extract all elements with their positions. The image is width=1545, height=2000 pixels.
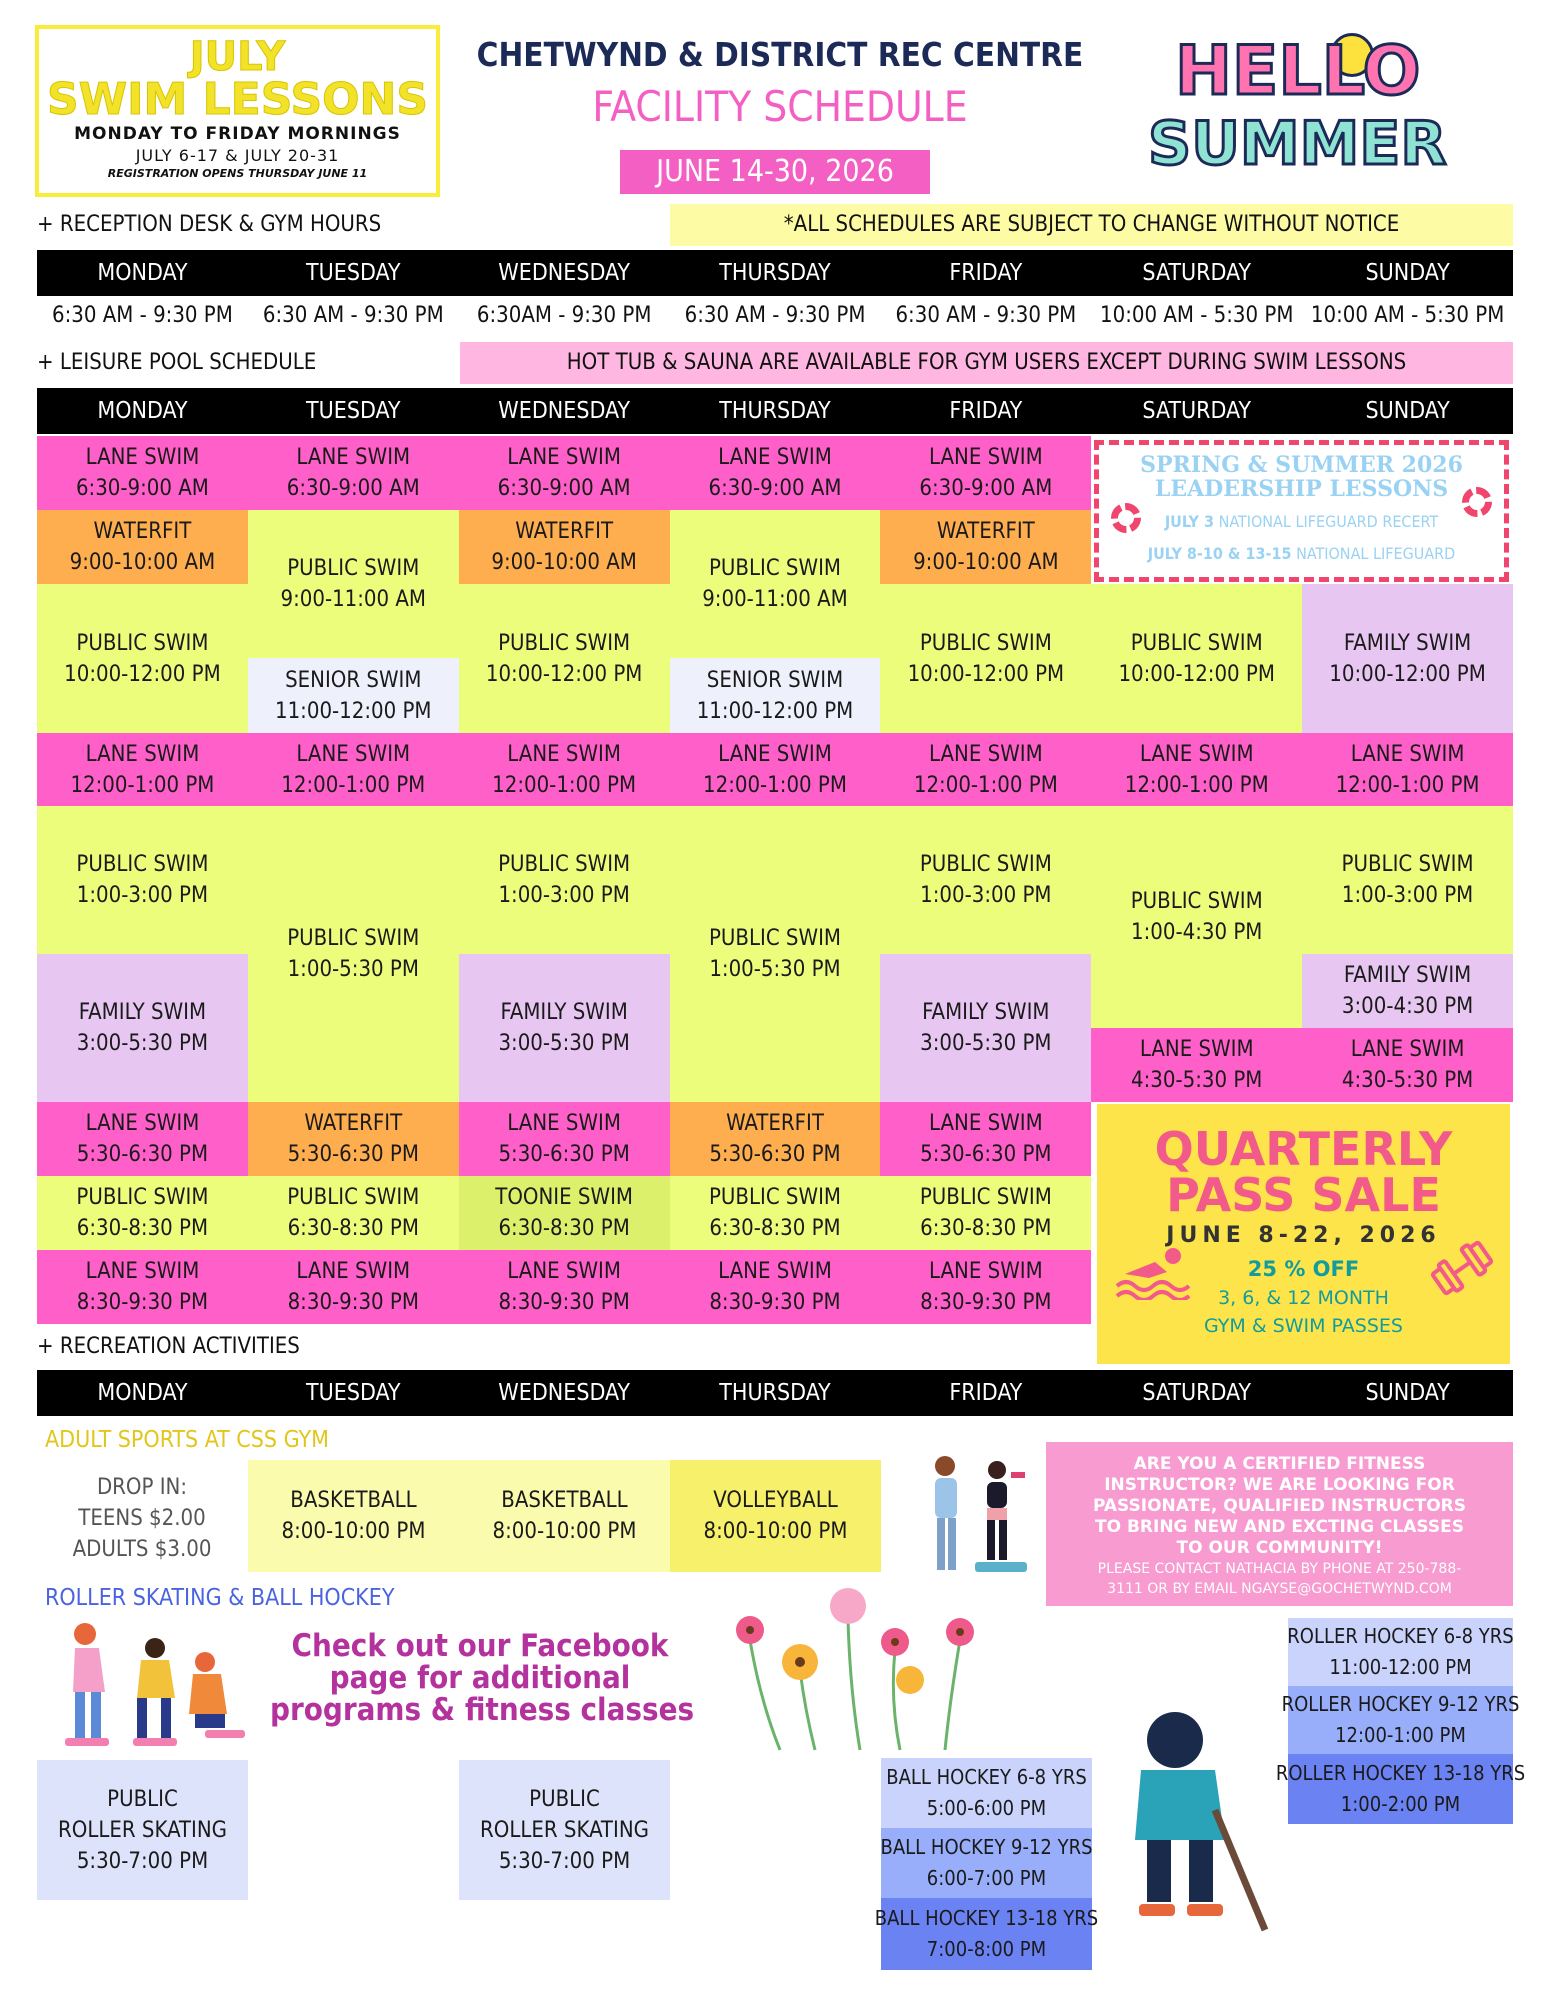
leadership-line1-date: JULY 3: [1164, 512, 1214, 531]
pool-block-time: 12:00-1:00 PM: [70, 772, 215, 798]
swim-box-title-july: JULY: [189, 34, 286, 80]
pool-block-name: FAMILY SWIM: [500, 1000, 628, 1025]
basketball-monday: [248, 1460, 459, 1572]
pool-block-time: 11:00-12:00 PM: [275, 698, 432, 724]
pool-block-family-swim: [1302, 954, 1513, 1028]
pool-block-time: 11:00-12:00 PM: [696, 698, 854, 724]
pool-block-lane-swim: [1302, 733, 1513, 806]
leadership-line1-text: NATIONAL LIFEGUARD RECERT: [1218, 512, 1439, 531]
drop-in-adults: ADULTS $3.00: [72, 1536, 212, 1562]
drop-in-label: DROP IN:: [96, 1474, 188, 1500]
pool-block-time: 5:30-6:30 PM: [498, 1142, 630, 1167]
instructor-line: INSTRUCTOR? WE ARE LOOKING FOR: [1104, 1475, 1455, 1495]
org-name: CHETWYND & DISTRICT REC CENTRE: [476, 35, 1084, 74]
pool-block-name: TOONIE SWIM: [495, 1185, 633, 1210]
activity-name: BALL HOCKEY 13-18 YRS: [874, 1906, 1099, 1930]
pool-block-name: SENIOR SWIM: [706, 667, 844, 693]
pool-block-time: 4:30-5:30 PM: [1131, 1068, 1263, 1093]
day-friday: FRIDAY: [949, 398, 1023, 424]
pool-block-time: 12:00-1:00 PM: [1335, 772, 1480, 798]
hockey-player-illustration: [1095, 1700, 1285, 1940]
pool-block-name: PUBLIC SWIM: [498, 852, 631, 877]
pool-block-name: LANE SWIM: [507, 741, 621, 767]
day-thursday: THURSDAY: [719, 398, 831, 424]
pool-block-lane-swim: [37, 733, 248, 806]
summer-text: SUMMER: [1148, 109, 1447, 179]
pool-block-lane-swim: [37, 1102, 248, 1176]
pool-block-name: WATERFIT: [93, 519, 192, 544]
activity-name: VOLLEYBALL: [713, 1488, 838, 1513]
day-monday: MONDAY: [97, 1380, 188, 1406]
pool-block-toonie-swim: [459, 1176, 670, 1250]
drop-in-prices: [37, 1468, 247, 1568]
pool-block-lane-swim: [459, 1250, 670, 1324]
pool-block-time: 5:30-6:30 PM: [709, 1142, 841, 1167]
pool-block-public-swim: [1091, 806, 1302, 1028]
pool-block-name: LANE SWIM: [1139, 741, 1254, 767]
pool-block-name: PUBLIC SWIM: [287, 926, 420, 951]
pool-block-time: 10:00-12:00 PM: [64, 661, 221, 687]
day-monday: MONDAY: [97, 260, 188, 286]
activity-time: 8:00-10:00 PM: [281, 1519, 426, 1544]
activity-time: 5:30-7:00 PM: [498, 1848, 631, 1874]
pool-block-family-swim: [1302, 584, 1513, 733]
day-thursday: THURSDAY: [719, 1380, 831, 1406]
pool-block-waterfit: [670, 1102, 881, 1176]
pool-block-family-swim: [880, 954, 1091, 1102]
instructor-contact: PLEASE CONTACT NATHACIA BY PHONE AT 250-788-: [1097, 1561, 1462, 1577]
pool-block-public-swim: [880, 806, 1091, 954]
pool-block-name: PUBLIC SWIM: [498, 630, 631, 656]
activity-name: PUBLIC: [107, 1786, 178, 1812]
pool-block-public-swim: [1302, 806, 1513, 954]
pool-block-name: PUBLIC SWIM: [708, 556, 841, 581]
pool-block-public-swim: [670, 806, 881, 1102]
pool-block-time: 8:30-9:30 PM: [76, 1290, 209, 1315]
pool-block-time: 9:00-10:00 AM: [913, 550, 1059, 575]
schedule-notice: *ALL SCHEDULES ARE SUBJECT TO CHANGE WITHOUT NOTICE: [670, 204, 1513, 246]
flowers-illustration: [720, 1580, 1000, 1755]
pool-block-lane-swim: [880, 1102, 1091, 1176]
pool-block-time: 9:00-11:00 AM: [702, 587, 848, 612]
pool-block-time: 12:00-1:00 PM: [281, 772, 426, 798]
day-saturday: SATURDAY: [1142, 260, 1252, 286]
pool-block-name: LANE SWIM: [296, 1259, 411, 1284]
pool-block-time: 6:30-9:00 AM: [708, 476, 842, 501]
pool-block-time: 4:30-5:30 PM: [1341, 1068, 1474, 1093]
activity-name: BALL HOCKEY 6-8 YRS: [886, 1765, 1087, 1789]
pool-block-public-swim: [248, 510, 459, 658]
pool-block-name: LANE SWIM: [507, 445, 621, 470]
hours-monday: 6:30 AM - 9:30 PM: [52, 303, 233, 328]
pool-block-name: LANE SWIM: [928, 1259, 1043, 1284]
pool-block-public-swim: [670, 510, 881, 658]
pool-block-time: 1:00-5:30 PM: [287, 957, 419, 982]
pool-block-name: SENIOR SWIM: [285, 667, 422, 693]
day-tuesday: TUESDAY: [306, 260, 401, 286]
pool-block-public-swim: [37, 1176, 248, 1250]
pool-block-lane-swim: [248, 733, 459, 806]
pool-block-time: 1:00-3:00 PM: [920, 883, 1052, 908]
activity-name: ROLLER SKATING: [58, 1817, 227, 1843]
pool-block-name: FAMILY SWIM: [78, 1000, 207, 1025]
pool-block-name: FAMILY SWIM: [1343, 963, 1472, 988]
pool-block-time: 6:30-8:30 PM: [920, 1216, 1052, 1241]
day-sunday: SUNDAY: [1365, 1380, 1450, 1406]
activity-time: 6:00-7:00 PM: [926, 1866, 1047, 1890]
pool-label: + LEISURE POOL SCHEDULE: [37, 350, 317, 375]
lifebuoy-icon: [1462, 487, 1492, 517]
pool-block-name: WATERFIT: [515, 519, 614, 544]
pool-block-time: 10:00-12:00 PM: [907, 661, 1065, 687]
activity-time: 12:00-1:00 PM: [1335, 1723, 1466, 1747]
day-wednesday: WEDNESDAY: [498, 398, 630, 424]
pool-block-time: 8:30-9:30 PM: [920, 1290, 1052, 1315]
pool-block-waterfit: [37, 510, 248, 584]
leadership-lessons-box: [1094, 440, 1509, 582]
activity-time: 5:30-7:00 PM: [76, 1848, 209, 1874]
pool-block-name: LANE SWIM: [718, 1259, 832, 1284]
day-friday: FRIDAY: [949, 260, 1023, 286]
pool-block-time: 5:30-6:30 PM: [287, 1142, 419, 1167]
instructor-wanted-box: [1046, 1442, 1513, 1606]
pool-block-name: LANE SWIM: [718, 445, 832, 470]
pool-block-lane-swim: [670, 1250, 881, 1324]
activity-time: 1:00-2:00 PM: [1340, 1792, 1461, 1816]
recreation-days-bar: [37, 1370, 1513, 1416]
leadership-line2: [1099, 543, 1504, 565]
pool-block-family-swim: [37, 954, 248, 1102]
day-monday: MONDAY: [97, 398, 188, 424]
pool-block-time: 1:00-3:00 PM: [1341, 883, 1474, 908]
pool-block-public-swim: [248, 1176, 459, 1250]
day-tuesday: TUESDAY: [306, 1380, 401, 1406]
pool-block-name: PUBLIC SWIM: [919, 852, 1052, 877]
adult-sports-title: ADULT SPORTS AT CSS GYM: [45, 1427, 329, 1453]
activity-name: ROLLER HOCKEY 9-12 YRS: [1281, 1692, 1520, 1716]
pool-block-lane-swim: [670, 436, 881, 510]
pool-block-time: 12:00-1:00 PM: [703, 772, 847, 798]
swim-box-line3: REGISTRATION OPENS THURSDAY JUNE 11: [107, 167, 368, 180]
pool-block-lane-swim: [37, 1250, 248, 1324]
pool-block-time: 6:30-8:30 PM: [76, 1216, 209, 1241]
day-saturday: SATURDAY: [1142, 398, 1252, 424]
activity-time: 5:00-6:00 PM: [926, 1796, 1047, 1820]
roller-hockey-9-12: [1281, 1686, 1520, 1754]
leadership-line2-date: JULY 8-10 & 13-15: [1147, 544, 1292, 563]
instructor-line: TO OUR COMMUNITY!: [1176, 1538, 1383, 1558]
pool-block-time: 10:00-12:00 PM: [1118, 661, 1275, 687]
day-thursday: THURSDAY: [719, 260, 831, 286]
pool-block-name: LANE SWIM: [718, 741, 832, 767]
pool-block-time: 1:00-3:00 PM: [498, 883, 630, 908]
day-sunday: SUNDAY: [1365, 260, 1450, 286]
hot-tub-notice: HOT TUB & SAUNA ARE AVAILABLE FOR GYM USERS EXCEPT DURING SWIM LESSONS: [460, 342, 1513, 384]
pool-block-time: 6:30-9:00 AM: [286, 476, 420, 501]
pool-block-name: PUBLIC SWIM: [1130, 889, 1263, 914]
drop-in-teens: TEENS $2.00: [78, 1505, 206, 1531]
pool-block-name: LANE SWIM: [928, 445, 1043, 470]
instructor-contact: 3111 OR BY EMAIL NGAYSE@GOCHETWYND.COM: [1107, 1581, 1452, 1597]
pool-block-name: LANE SWIM: [85, 741, 200, 767]
pool-block-name: LANE SWIM: [85, 445, 200, 470]
instructor-line: TO BRING NEW AND EXCTING CLASSES: [1094, 1517, 1465, 1537]
pool-block-name: FAMILY SWIM: [1343, 630, 1472, 656]
roller-hockey-13-18: [1275, 1754, 1526, 1824]
pool-block-time: 1:00-3:00 PM: [76, 883, 209, 908]
pool-block-lane-swim: [880, 436, 1091, 510]
pool-days-bar: [37, 388, 1513, 434]
pool-block-time: 6:30-9:00 AM: [75, 476, 209, 501]
activity-time: 11:00-12:00 PM: [1329, 1655, 1472, 1679]
leadership-title2: LEADERSHIP LESSONS: [1154, 476, 1449, 502]
hours-saturday: 10:00 AM - 5:30 PM: [1100, 303, 1294, 328]
activity-time: 7:00-8:00 PM: [926, 1937, 1047, 1961]
pool-block-public-swim: [880, 1176, 1091, 1250]
activity-name: ROLLER HOCKEY 6-8 YRS: [1287, 1624, 1514, 1648]
roller-skaters-illustration: [45, 1618, 250, 1758]
pool-block-public-swim: [459, 806, 670, 954]
pool-block-time: 3:00-5:30 PM: [498, 1031, 630, 1056]
pool-block-time: 1:00-4:30 PM: [1131, 920, 1263, 945]
pool-block-name: LANE SWIM: [928, 741, 1043, 767]
hours-wednesday: 6:30AM - 9:30 PM: [476, 303, 652, 328]
day-wednesday: WEDNESDAY: [498, 1380, 630, 1406]
pool-block-lane-swim: [880, 1250, 1091, 1324]
hours-thursday: 6:30 AM - 9:30 PM: [684, 303, 866, 328]
facebook-promo: [270, 1628, 695, 1728]
pool-block-time: 8:30-9:30 PM: [709, 1290, 841, 1315]
hours-sunday: 10:00 AM - 5:30 PM: [1310, 303, 1505, 328]
pool-block-name: LANE SWIM: [85, 1111, 200, 1136]
roller-hockey-6-8: [1288, 1618, 1513, 1686]
pool-block-time: 6:30-8:30 PM: [709, 1216, 841, 1241]
pool-block-time: 3:00-5:30 PM: [76, 1031, 209, 1056]
reception-hours-row: [37, 298, 1513, 334]
pool-block-lane-swim: [1302, 1028, 1513, 1102]
activity-name: BALL HOCKEY 9-12 YRS: [880, 1835, 1093, 1859]
pool-block-time: 12:00-1:00 PM: [913, 772, 1058, 798]
activity-name: BASKETBALL: [501, 1488, 628, 1513]
facebook-line: programs & fitness classes: [270, 1692, 695, 1728]
pool-block-name: WATERFIT: [304, 1111, 403, 1136]
pool-block-time: 3:00-5:30 PM: [920, 1031, 1052, 1056]
pool-block-time: 8:30-9:30 PM: [287, 1290, 419, 1315]
pool-block-time: 5:30-6:30 PM: [76, 1142, 209, 1167]
pool-block-waterfit: [459, 510, 670, 584]
pass-sale-dates: JUNE 8-22, 2026: [1166, 1223, 1441, 1248]
hours-friday: 6:30 AM - 9:30 PM: [895, 303, 1077, 328]
pool-block-waterfit: [880, 510, 1091, 584]
pool-block-time: 9:00-10:00 AM: [69, 550, 216, 575]
pool-block-time: 9:00-11:00 AM: [280, 587, 427, 612]
pool-block-time: 6:30-9:00 AM: [497, 476, 631, 501]
pool-block-lane-swim: [248, 436, 459, 510]
pool-block-lane-swim: [880, 733, 1091, 806]
pool-block-time: 5:30-6:30 PM: [920, 1142, 1052, 1167]
fitness-people-illustration: [915, 1452, 1035, 1584]
day-sunday: SUNDAY: [1365, 398, 1450, 424]
pass-sale-title1: QUARTERLY: [1154, 1122, 1453, 1176]
instructor-line: ARE YOU A CERTIFIED FITNESS: [1133, 1454, 1426, 1474]
activity-time: 8:00-10:00 PM: [492, 1519, 637, 1544]
reception-label: + RECEPTION DESK & GYM HOURS: [37, 212, 382, 237]
hours-tuesday: 6:30 AM - 9:30 PM: [262, 303, 444, 328]
activity-time: 8:00-10:00 PM: [703, 1519, 848, 1544]
day-wednesday: WEDNESDAY: [498, 260, 630, 286]
facebook-line: Check out our Facebook: [291, 1628, 669, 1664]
pool-block-name: PUBLIC SWIM: [76, 630, 209, 656]
pass-sale-box: [1097, 1104, 1510, 1364]
volleyball-wednesday: [670, 1460, 881, 1572]
pool-block-senior-swim: [670, 658, 881, 733]
pass-sale-line1: 3, 6, & 12 MONTH: [1218, 1287, 1389, 1309]
reception-days-bar: [37, 250, 1513, 296]
pool-block-name: WATERFIT: [936, 519, 1035, 544]
day-tuesday: TUESDAY: [306, 398, 401, 424]
pool-block-name: PUBLIC SWIM: [76, 1185, 209, 1210]
pool-block-name: PUBLIC SWIM: [287, 1185, 420, 1210]
pool-block-lane-swim: [248, 1250, 459, 1324]
pool-block-name: PUBLIC SWIM: [1341, 852, 1474, 877]
pool-block-time: 6:30-8:30 PM: [498, 1216, 630, 1241]
activity-name: ROLLER SKATING: [480, 1817, 649, 1843]
pool-block-name: PUBLIC SWIM: [708, 926, 841, 951]
swim-lessons-box: [35, 25, 440, 197]
pool-block-name: LANE SWIM: [1350, 1037, 1465, 1062]
activity-name: BASKETBALL: [290, 1488, 417, 1513]
leadership-title1: SPRING & SUMMER 2026: [1140, 452, 1463, 478]
pool-block-lane-swim: [459, 733, 670, 806]
pool-block-time: 8:30-9:30 PM: [498, 1290, 630, 1315]
pool-block-public-swim: [670, 1176, 881, 1250]
pool-block-name: LANE SWIM: [296, 445, 411, 470]
activity-name: PUBLIC: [529, 1786, 600, 1812]
pool-block-lane-swim: [37, 436, 248, 510]
page-title: FACILITY SCHEDULE: [592, 82, 968, 131]
pool-block-time: 12:00-1:00 PM: [492, 772, 637, 798]
ball-hockey-6-8: [881, 1758, 1092, 1828]
pool-block-lane-swim: [459, 436, 670, 510]
pool-block-family-swim: [459, 954, 670, 1102]
pool-block-name: PUBLIC SWIM: [1130, 630, 1263, 656]
pool-block-name: PUBLIC SWIM: [287, 556, 420, 581]
pool-block-lane-swim: [670, 733, 881, 806]
dumbbell-icon: [1430, 1236, 1494, 1300]
pool-block-time: 10:00-12:00 PM: [485, 661, 643, 687]
swim-box-line2: JULY 6-17 & JULY 20-31: [135, 146, 340, 165]
pool-block-name: LANE SWIM: [1139, 1037, 1254, 1062]
pool-block-public-swim: [37, 584, 248, 733]
pool-block-name: LANE SWIM: [928, 1111, 1043, 1136]
pool-block-time: 9:00-10:00 AM: [491, 550, 637, 575]
lifebuoy-icon: [1111, 503, 1141, 533]
pool-block-name: PUBLIC SWIM: [708, 1185, 841, 1210]
hello-summer-logo: [1140, 25, 1447, 195]
leadership-line1: [1099, 511, 1504, 533]
pool-block-name: PUBLIC SWIM: [919, 1185, 1052, 1210]
ball-hockey-9-12: [881, 1828, 1092, 1898]
pass-sale-line2: GYM & SWIM PASSES: [1204, 1315, 1403, 1337]
pass-sale-off: 25 % OFF: [1247, 1257, 1360, 1281]
pool-block-name: PUBLIC SWIM: [76, 852, 209, 877]
swim-box-title: SWIM LESSONS: [46, 74, 429, 125]
pool-block-time: 10:00-12:00 PM: [1329, 661, 1486, 687]
pool-block-time: 1:00-5:30 PM: [709, 957, 841, 982]
roller-skating-monday: [37, 1760, 248, 1900]
day-saturday: SATURDAY: [1142, 1380, 1252, 1406]
swim-box-line1: MONDAY TO FRIDAY MORNINGS: [74, 124, 401, 144]
instructor-line: PASSIONATE, QUALIFIED INSTRUCTORS: [1093, 1496, 1466, 1516]
pool-block-name: LANE SWIM: [85, 1259, 200, 1284]
pool-block-name: WATERFIT: [726, 1111, 824, 1136]
pass-sale-title2: PASS SALE: [1166, 1168, 1441, 1222]
pool-block-public-swim: [459, 584, 670, 733]
pool-block-public-swim: [1091, 584, 1302, 733]
leadership-line2-text: NATIONAL LIFEGUARD: [1296, 544, 1456, 563]
pool-block-name: LANE SWIM: [507, 1111, 621, 1136]
pool-block-public-swim: [880, 584, 1091, 733]
facebook-line: page for additional: [329, 1660, 631, 1696]
pool-block-lane-swim: [1091, 1028, 1302, 1102]
swimmer-icon: [1115, 1244, 1193, 1300]
pool-block-name: FAMILY SWIM: [922, 1000, 1050, 1025]
roller-title: ROLLER SKATING & BALL HOCKEY: [45, 1585, 395, 1611]
day-friday: FRIDAY: [949, 1380, 1023, 1406]
date-badge: JUNE 14-30, 2026: [620, 150, 930, 194]
pool-block-senior-swim: [248, 658, 459, 733]
roller-skating-wednesday: [459, 1760, 670, 1900]
ball-hockey-13-18: [874, 1898, 1099, 1970]
hello-text: HELLO: [1175, 32, 1421, 111]
pool-block-waterfit: [248, 1102, 459, 1176]
pool-block-name: LANE SWIM: [296, 741, 411, 767]
pool-block-time: 12:00-1:00 PM: [1124, 772, 1269, 798]
pool-block-time: 3:00-4:30 PM: [1341, 994, 1474, 1019]
pool-block-lane-swim: [1091, 733, 1302, 806]
basketball-tuesday: [459, 1460, 670, 1572]
pool-block-public-swim: [248, 806, 459, 1102]
pool-block-lane-swim: [459, 1102, 670, 1176]
recreation-label: + RECREATION ACTIVITIES: [37, 1334, 300, 1359]
pool-block-name: LANE SWIM: [1350, 741, 1465, 767]
pool-block-public-swim: [37, 806, 248, 954]
pool-block-name: LANE SWIM: [507, 1259, 621, 1284]
activity-name: ROLLER HOCKEY 13-18 YRS: [1275, 1761, 1526, 1785]
pool-block-time: 6:30-8:30 PM: [287, 1216, 419, 1241]
pool-block-name: PUBLIC SWIM: [919, 630, 1052, 656]
pool-block-time: 6:30-9:00 AM: [919, 476, 1053, 501]
